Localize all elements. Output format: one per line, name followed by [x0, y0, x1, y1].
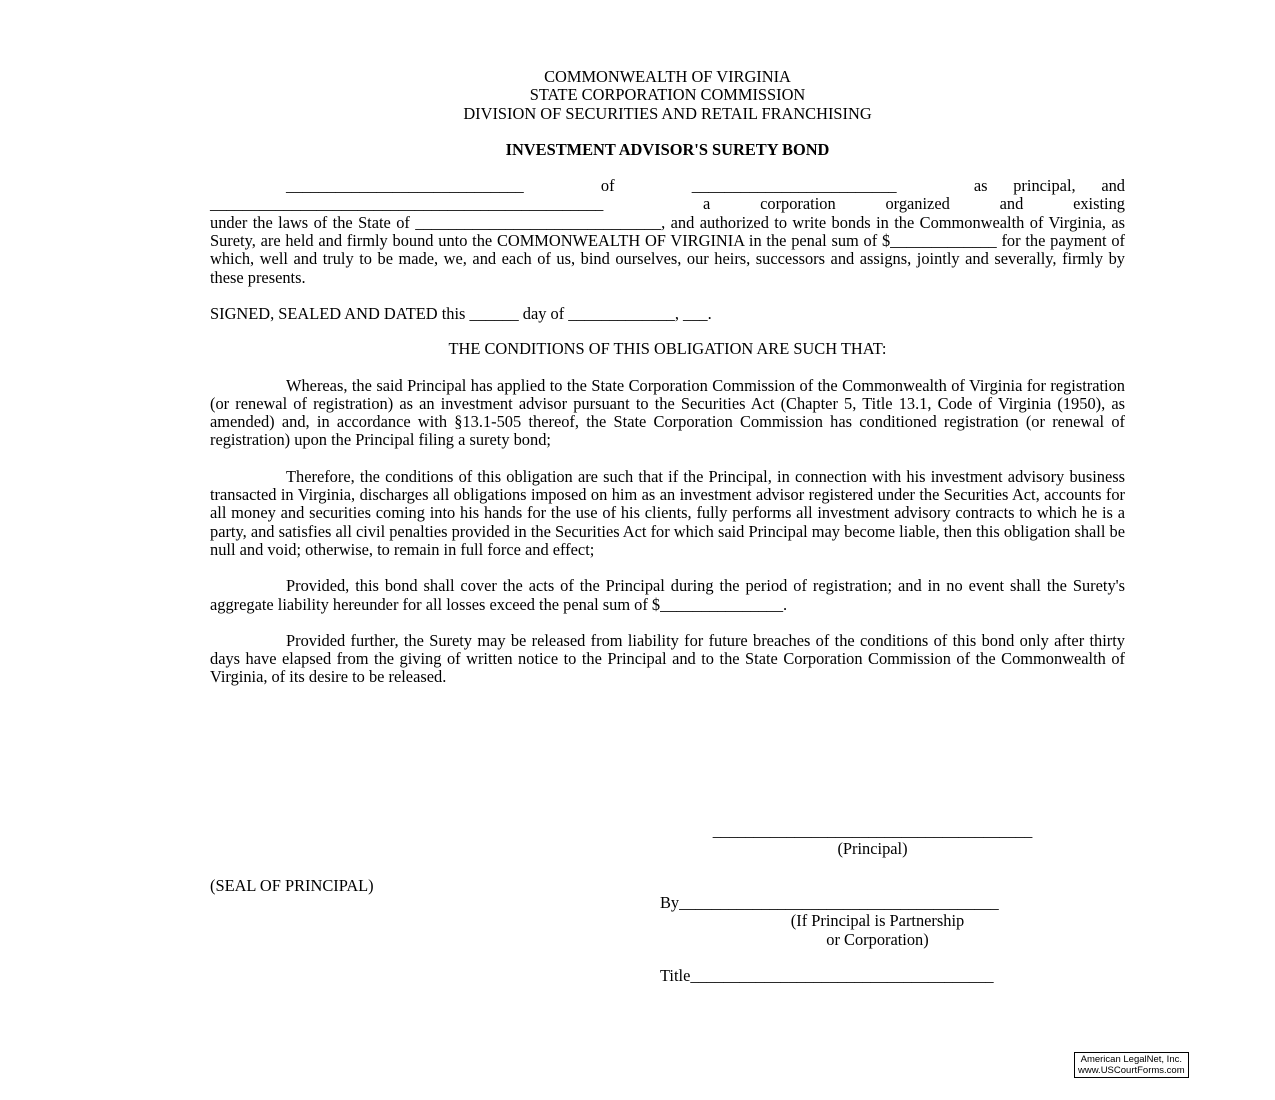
- principal-signature-block: [660, 822, 1100, 859]
- provided-further-text: Provided further, the Surety may be released from liability for future breaches of the conditions of this bond only after thirty days have elapsed from the giving of written notice to the Principal and to the State Corporation Commission of the Commonwealth of Virginia, of its desire to be released.: [210, 630, 1125, 687]
- by-signature-block: [660, 894, 1100, 949]
- therefore-paragraph: [210, 468, 1125, 559]
- principal-label: (Principal): [837, 839, 908, 859]
- conditions-heading: THE CONDITIONS OF THIS OBLIGATION ARE SUCH THAT:: [448, 339, 887, 359]
- document-title: INVESTMENT ADVISOR'S SURETY BOND: [505, 139, 830, 159]
- signed-sealed-line: SIGNED, SEALED AND DATED this ______ day of _____________, ___.: [210, 303, 712, 323]
- publisher-url: www.USCourtForms.com: [1078, 1065, 1185, 1076]
- header-line-1: COMMONWEALTH OF VIRGINIA: [544, 67, 791, 86]
- provided-further-paragraph: [210, 632, 1125, 687]
- header-line-3: DIVISION OF SECURITIES AND RETAIL FRANCHISING: [463, 103, 872, 123]
- title-signature-block: [660, 967, 1100, 985]
- seal-of-principal: (SEAL OF PRINCIPAL): [210, 876, 374, 895]
- header-line-2: STATE CORPORATION COMMISSION: [529, 85, 806, 105]
- whereas-paragraph: [210, 377, 1125, 450]
- by-note-line-1: (If Principal is Partnership: [790, 911, 965, 931]
- publisher-name: American LegalNet, Inc.: [1080, 1054, 1182, 1065]
- provided-paragraph: [210, 577, 1125, 614]
- provided-text: Provided, this bond shall cover the acts of the Principal during the period of registration; and in no event shall the Surety's aggregate liability hereunder for all losses exceed the penal sum of $_______________.: [210, 576, 1125, 614]
- opening-paragraph: [210, 177, 1125, 287]
- document-header: [210, 68, 1125, 123]
- whereas-text: Whereas, the said Principal has applied to the State Corporation Commission of the Commonwealth of Virginia for registration (or renewal of registration) as an investment advisor pursuant to the Securities Act (Chapter 5, Title 13.1, Code of Virginia (1950), as amended) and, in accordance with §13.1-505 thereof, the State Corporation Commission has conditioned registration (or renewal of registration) upon the Principal filing a surety bond;: [210, 375, 1125, 450]
- opening-line-2: ________________________________________________ a corporation organized and existing: [210, 194, 1125, 214]
- therefore-text: Therefore, the conditions of this obligation are such that if the Principal, in connection with his investment advisory business transacted in Virginia, discharges all obligations imposed on him as an investment advisor registered under the Securities Act, accounts for all money and securities coming into his hands for the use of his clients, fully performs all investment advisory contracts to which he is a party, and satisfies all civil penalties provided in the Securities Act for which said Principal may become liable, then this obligation shall be null and void; otherwise, to remain in full force and effect;: [210, 466, 1125, 559]
- opening-line-1: _____________________________ of _________________________ as principal, and: [286, 176, 1125, 196]
- by-signature-line: By_______________________________________: [660, 893, 999, 912]
- publisher-stamp: [1074, 1052, 1189, 1078]
- title-signature-line: Title_____________________________________: [660, 966, 994, 985]
- opening-rest: under the laws of the State of ______________________________, and authorized to write bonds in the Commonwealth of Virginia, as Surety, are held and firmly bound unto the COMMONWEALTH OF VIRGINIA in the penal sum of $_____________ for the payment of which, well and truly to be made, we, and each of us, bind ourselves, our heirs, successors and assigns, jointly and severally, firmly by these presents.: [210, 212, 1125, 287]
- principal-signature-line: _______________________________________: [712, 821, 1033, 840]
- document-body: [210, 68, 1125, 687]
- by-note-line-2: or Corporation): [826, 929, 929, 949]
